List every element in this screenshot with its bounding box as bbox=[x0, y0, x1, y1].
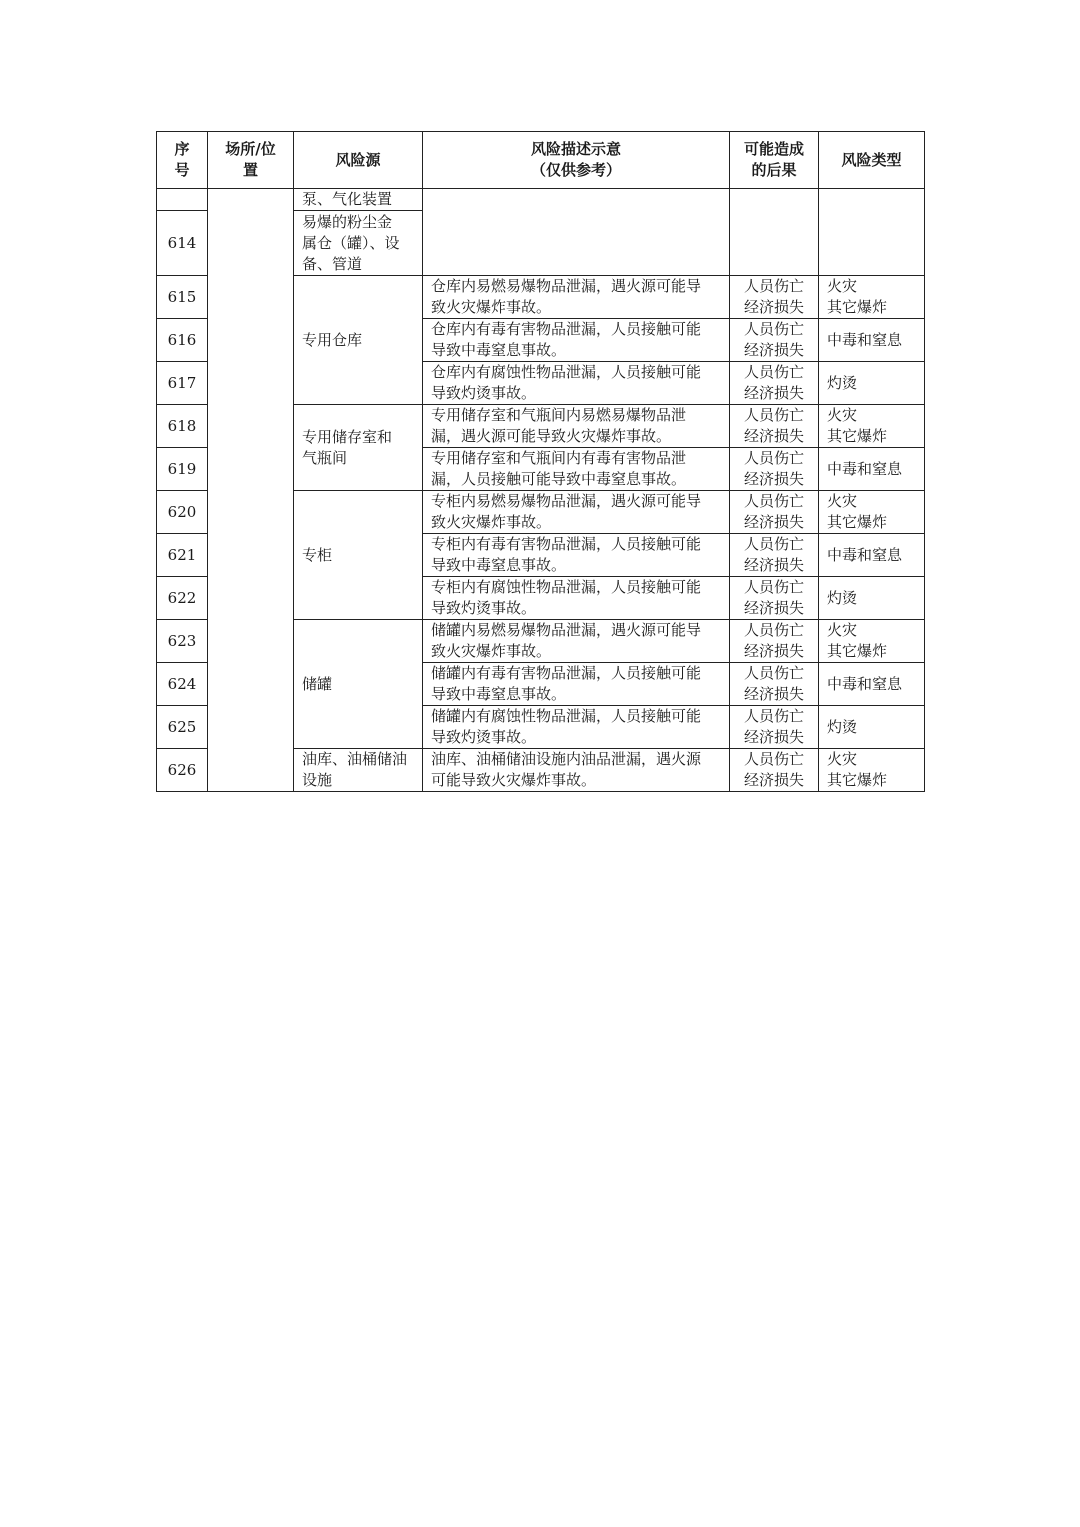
row-number: 619 bbox=[157, 448, 208, 491]
row-number: 626 bbox=[157, 749, 208, 792]
consequence: 人员伤亡 经济损失 bbox=[730, 663, 819, 706]
risk-description: 专柜内易燃易爆物品泄漏，遇火源可能导 致火灾爆炸事故。 bbox=[423, 491, 730, 534]
consequence: 人员伤亡 经济损失 bbox=[730, 362, 819, 405]
row-number: 615 bbox=[157, 276, 208, 319]
risk-source: 油库、油桶储油 设施 bbox=[294, 749, 423, 792]
risk-type: 火灾 其它爆炸 bbox=[819, 491, 925, 534]
table-header-row bbox=[157, 132, 925, 189]
consequence: 人员伤亡 经济损失 bbox=[730, 534, 819, 577]
consequence: 人员伤亡 经济损失 bbox=[730, 319, 819, 362]
header-consequence: 可能造成 的后果 bbox=[730, 132, 819, 189]
risk-type: 中毒和窒息 bbox=[819, 534, 925, 577]
risk-description bbox=[423, 189, 730, 276]
consequence: 人员伤亡 经济损失 bbox=[730, 276, 819, 319]
risk-type: 火灾 其它爆炸 bbox=[819, 749, 925, 792]
row-number: 620 bbox=[157, 491, 208, 534]
risk-source: 专用仓库 bbox=[294, 276, 423, 405]
risk-source: 专柜 bbox=[294, 491, 423, 620]
header-location: 场所/位 置 bbox=[208, 132, 294, 189]
consequence: 人员伤亡 经济损失 bbox=[730, 448, 819, 491]
risk-description: 专用储存室和气瓶间内易燃易爆物品泄 漏，遇火源可能导致火灾爆炸事故。 bbox=[423, 405, 730, 448]
row-number: 617 bbox=[157, 362, 208, 405]
table-row bbox=[157, 189, 925, 211]
consequence: 人员伤亡 经济损失 bbox=[730, 620, 819, 663]
risk-type: 灼烫 bbox=[819, 362, 925, 405]
risk-description: 专用储存室和气瓶间内有毒有害物品泄 漏，人员接触可能导致中毒窒息事故。 bbox=[423, 448, 730, 491]
risk-type: 火灾 其它爆炸 bbox=[819, 620, 925, 663]
consequence: 人员伤亡 经济损失 bbox=[730, 491, 819, 534]
header-type: 风险类型 bbox=[819, 132, 925, 189]
risk-source: 泵、气化装置 bbox=[294, 189, 423, 211]
risk-source: 储罐 bbox=[294, 620, 423, 749]
risk-source: 专用储存室和 气瓶间 bbox=[294, 405, 423, 491]
risk-description: 仓库内有腐蚀性物品泄漏，人员接触可能 导致灼烫事故。 bbox=[423, 362, 730, 405]
risk-type: 灼烫 bbox=[819, 577, 925, 620]
row-number: 616 bbox=[157, 319, 208, 362]
risk-description: 仓库内有毒有害物品泄漏，人员接触可能 导致中毒窒息事故。 bbox=[423, 319, 730, 362]
risk-type: 火灾 其它爆炸 bbox=[819, 276, 925, 319]
consequence: 人员伤亡 经济损失 bbox=[730, 706, 819, 749]
risk-type: 中毒和窒息 bbox=[819, 448, 925, 491]
location-cell bbox=[208, 189, 294, 792]
risk-type: 中毒和窒息 bbox=[819, 663, 925, 706]
consequence: 人员伤亡 经济损失 bbox=[730, 405, 819, 448]
risk-type: 中毒和窒息 bbox=[819, 319, 925, 362]
row-number: 623 bbox=[157, 620, 208, 663]
row-number: 614 bbox=[157, 211, 208, 276]
risk-source: 易爆的粉尘金 属仓（罐）、设 备、管道 bbox=[294, 211, 423, 276]
risk-description: 油库、油桶储油设施内油品泄漏，遇火源 可能导致火灾爆炸事故。 bbox=[423, 749, 730, 792]
risk-type: 灼烫 bbox=[819, 706, 925, 749]
row-number: 618 bbox=[157, 405, 208, 448]
risk-description: 储罐内有腐蚀性物品泄漏，人员接触可能 导致灼烫事故。 bbox=[423, 706, 730, 749]
consequence bbox=[730, 189, 819, 276]
risk-description: 仓库内易燃易爆物品泄漏，遇火源可能导 致火灾爆炸事故。 bbox=[423, 276, 730, 319]
header-no: 序 号 bbox=[157, 132, 208, 189]
risk-description: 储罐内易燃易爆物品泄漏，遇火源可能导 致火灾爆炸事故。 bbox=[423, 620, 730, 663]
risk-description: 专柜内有毒有害物品泄漏，人员接触可能 导致中毒窒息事故。 bbox=[423, 534, 730, 577]
header-description: 风险描述示意 （仅供参考） bbox=[423, 132, 730, 189]
consequence: 人员伤亡 经济损失 bbox=[730, 749, 819, 792]
consequence: 人员伤亡 经济损失 bbox=[730, 577, 819, 620]
row-number bbox=[157, 189, 208, 211]
risk-type bbox=[819, 189, 925, 276]
row-number: 624 bbox=[157, 663, 208, 706]
risk-table bbox=[156, 131, 925, 792]
row-number: 621 bbox=[157, 534, 208, 577]
risk-type: 火灾 其它爆炸 bbox=[819, 405, 925, 448]
header-source: 风险源 bbox=[294, 132, 423, 189]
risk-description: 储罐内有毒有害物品泄漏，人员接触可能 导致中毒窒息事故。 bbox=[423, 663, 730, 706]
row-number: 625 bbox=[157, 706, 208, 749]
risk-description: 专柜内有腐蚀性物品泄漏，人员接触可能 导致灼烫事故。 bbox=[423, 577, 730, 620]
row-number: 622 bbox=[157, 577, 208, 620]
